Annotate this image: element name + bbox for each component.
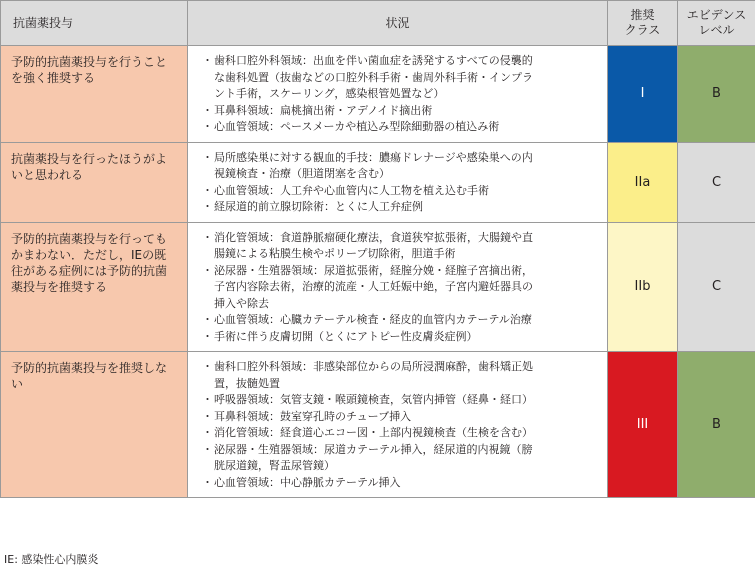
table-row bbox=[1, 46, 755, 143]
header-class: 推奨 クラス bbox=[608, 1, 678, 46]
situation-item: ・ 心血管領域：ペースメーカや植込み型除細動器の植込み術 bbox=[202, 119, 601, 136]
class-cell: IIa bbox=[608, 142, 678, 222]
situation-item: ・ 泌尿器・生殖器領域：尿道拡張術，経膣分娩・経膣子宮摘出術， 子宮内容除去術，治療的流産・人工妊娠中絶，子宮内避妊器具の 挿入や除去 bbox=[202, 263, 601, 313]
header-row bbox=[1, 1, 755, 46]
evidence-level-cell: B bbox=[678, 46, 755, 143]
table-row bbox=[1, 352, 755, 498]
class-cell: IIb bbox=[608, 222, 678, 352]
situation-item: ・ 呼吸器領域：気管支鏡・喉頭鏡検査，気管内挿管（経鼻・経口） bbox=[202, 392, 601, 409]
footnote: IE: 感染性心内膜炎 bbox=[4, 553, 99, 566]
table-row bbox=[1, 222, 755, 352]
situation-item: ・ 心血管領域：人工弁や心血管内に人工物を植え込む手術 bbox=[202, 183, 601, 200]
situation-item: ・ 歯科口腔外科領域：非感染部位からの局所浸潤麻酔，歯科矯正処 置，抜髄処置 bbox=[202, 359, 601, 392]
situation-item: ・ 歯科口腔外科領域：出血を伴い菌血症を誘発するすべての侵襲的 な歯科処置（抜歯などの口腔外科手術・歯周外科手術・インプラ ント手術，スケーリング，感染根管処置など） bbox=[202, 53, 601, 103]
situation-cell bbox=[188, 222, 608, 352]
situation-item: ・ 心血管領域：心臓カテーテル検査・経皮的血管内カテーテル治療 bbox=[202, 312, 601, 329]
class-cell: III bbox=[608, 352, 678, 498]
recommendation-cell: 予防的抗菌薬投与を推奨しない bbox=[1, 352, 188, 498]
situation-item: ・ 泌尿器・生殖器領域：尿道カテーテル挿入，経尿道的内視鏡（膀 胱尿道鏡，腎盂尿管鏡） bbox=[202, 442, 601, 475]
evidence-level-cell: C bbox=[678, 222, 755, 352]
situation-cell bbox=[188, 46, 608, 143]
class-cell: I bbox=[608, 46, 678, 143]
evidence-level-cell: C bbox=[678, 142, 755, 222]
header-situation: 状況 bbox=[188, 1, 608, 46]
recommendation-cell: 予防的抗菌薬投与を行ってもかまわない．ただし，IEの既往がある症例には予防的抗菌薬投与を推奨する bbox=[1, 222, 188, 352]
situation-item: ・ 消化管領域：経食道心エコー図・上部内視鏡検査（生検を含む） bbox=[202, 425, 601, 442]
situation-item: ・ 消化管領域：食道静脈瘤硬化療法，食道狭窄拡張術，大腸鏡や直 腸鏡による粘膜生検やポリープ切除術，胆道手術 bbox=[202, 230, 601, 263]
header-evidence-level: エビデンス レベル bbox=[678, 1, 755, 46]
header-antibiotic: 抗菌薬投与 bbox=[1, 1, 188, 46]
situation-item: ・ 耳鼻科領域：鼓室穿孔時のチューブ挿入 bbox=[202, 409, 601, 426]
situation-item: ・ 心血管領域：中心静脈カテーテル挿入 bbox=[202, 475, 601, 492]
recommendation-cell: 予防的抗菌薬投与を行うことを強く推奨する bbox=[1, 46, 188, 143]
situation-cell bbox=[188, 142, 608, 222]
situation-item: ・ 経尿道的前立腺切除術：とくに人工弁症例 bbox=[202, 199, 601, 216]
situation-item: ・ 手術に伴う皮膚切開（とくにアトピー性皮膚炎症例） bbox=[202, 329, 601, 346]
table-row bbox=[1, 142, 755, 222]
evidence-level-cell: B bbox=[678, 352, 755, 498]
recommendation-cell: 抗菌薬投与を行ったほうがよいと思われる bbox=[1, 142, 188, 222]
situation-item: ・ 耳鼻科領域：扁桃摘出術・アデノイド摘出術 bbox=[202, 103, 601, 120]
situation-cell bbox=[188, 352, 608, 498]
situation-item: ・ 局所感染巣に対する観血的手技：膿瘍ドレナージや感染巣への内 視鏡検査・治療（胆道閉塞を含む） bbox=[202, 150, 601, 183]
